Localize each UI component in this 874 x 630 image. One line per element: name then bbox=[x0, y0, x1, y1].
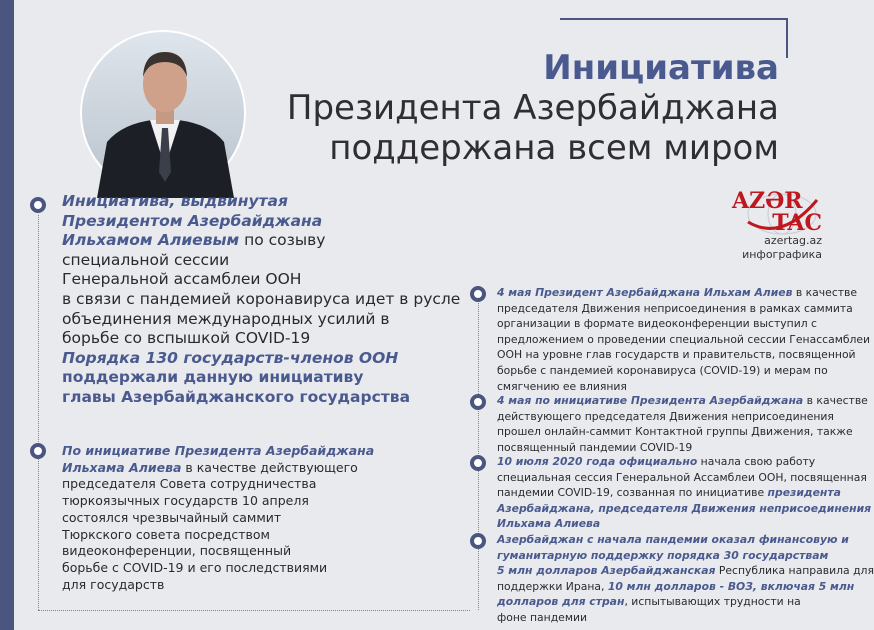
text-segment: видеоконференции, посвященный bbox=[62, 543, 292, 559]
title-line-3: поддержана всем миром bbox=[329, 128, 779, 168]
text-line bbox=[62, 310, 460, 330]
text-segment: тюркоязычных государств 10 апреля bbox=[62, 493, 309, 509]
text-line bbox=[62, 443, 374, 460]
title-line-2: Президента Азербайджана bbox=[286, 88, 779, 128]
text-segment: председателя Совета сотрудничества bbox=[62, 476, 317, 492]
text-segment: по созыву bbox=[239, 231, 326, 250]
text-line bbox=[497, 563, 874, 579]
highlighted-text: гуманитарную поддержку порядка 30 государствам bbox=[497, 548, 829, 562]
text-segment: Республика направила для bbox=[715, 564, 874, 578]
highlighted-text: Порядка 130 государств-членов ООН bbox=[62, 348, 399, 367]
logo-label: инфографика bbox=[742, 248, 822, 261]
text-line bbox=[497, 301, 870, 317]
text-line bbox=[62, 527, 374, 544]
text-segment: действующего председателя Движения неприсоединения bbox=[497, 409, 834, 423]
text-line bbox=[62, 270, 460, 290]
highlighted-text: 10 июля 2020 года официально bbox=[497, 455, 698, 468]
highlighted-text: президента bbox=[767, 486, 841, 500]
left-accent-stripe bbox=[0, 0, 14, 630]
text-line bbox=[497, 454, 871, 470]
text-line bbox=[497, 424, 868, 440]
text-segment: предложением о проведении специальной сессии Генассамблеи bbox=[497, 332, 871, 346]
text-line bbox=[62, 543, 374, 560]
timeline-line-bottom bbox=[38, 610, 470, 611]
text-line bbox=[497, 316, 870, 332]
highlighted-text: главы Азербайджанского государства bbox=[62, 387, 411, 406]
text-segment: в качестве bbox=[792, 286, 858, 299]
text-line bbox=[497, 501, 871, 517]
may4-contact-group-text bbox=[497, 393, 868, 455]
text-line bbox=[62, 251, 460, 271]
text-line bbox=[497, 485, 871, 501]
highlighted-text: Азербайджана, председателя Движения неприсоединения bbox=[497, 501, 872, 515]
main-initiative-text bbox=[62, 192, 460, 408]
text-segment: посвященный пандемии COVID-19 bbox=[497, 440, 693, 454]
text-segment: состоялся чрезвычайный саммит bbox=[62, 509, 282, 525]
text-line bbox=[62, 476, 374, 493]
text-segment: Генеральной ассамблеи ООН bbox=[62, 270, 302, 289]
text-segment: фоне пандемии bbox=[497, 610, 587, 624]
timeline-line-left bbox=[38, 215, 39, 610]
timeline-dot bbox=[470, 394, 486, 410]
text-line bbox=[497, 393, 868, 409]
text-line bbox=[497, 379, 870, 395]
text-segment: председателя Движения неприсоединения в рамках саммита bbox=[497, 301, 853, 315]
text-line bbox=[62, 493, 374, 510]
text-line bbox=[62, 329, 460, 349]
text-segment: специальная сессия Генеральной Ассамблеи ООН, посвященная bbox=[497, 470, 867, 484]
president-photo bbox=[80, 30, 246, 196]
text-line bbox=[62, 290, 460, 310]
text-line bbox=[62, 368, 460, 388]
title-line-1: Инициатива bbox=[543, 48, 779, 88]
text-line bbox=[497, 548, 874, 564]
text-segment: объединения международных усилий в bbox=[62, 309, 390, 328]
highlighted-text: 5 млн долларов Азербайджанская bbox=[497, 564, 716, 578]
highlighted-text: Инициатива, выдвинутая bbox=[62, 192, 288, 210]
text-line bbox=[62, 349, 460, 369]
text-line bbox=[62, 577, 374, 594]
highlighted-text: 4 мая по инициативе Президента Азербайджана bbox=[497, 394, 804, 407]
text-segment: специальной сессии bbox=[62, 250, 230, 269]
text-segment: для государств bbox=[62, 576, 165, 592]
text-segment: Тюркского совета посредством bbox=[62, 526, 270, 542]
financial-aid-text bbox=[497, 532, 874, 626]
text-segment: прошел онлайн-саммит Контактной группы Движения, также bbox=[497, 425, 853, 439]
text-line bbox=[497, 532, 874, 548]
text-line bbox=[62, 212, 460, 232]
highlighted-text: 10 млн долларов - ВОЗ, включая 5 млн bbox=[607, 579, 855, 593]
logo-site: azertag.az bbox=[764, 234, 822, 247]
highlighted-text: Ильхамом Алиевым bbox=[62, 231, 240, 250]
azertac-logo bbox=[732, 190, 822, 262]
highlighted-text: Ильхама Алиева bbox=[497, 517, 601, 531]
text-segment: борьбе с пандемией коронавируса (COVID-19) и мерам по bbox=[497, 363, 828, 377]
text-segment: в качестве действующего bbox=[181, 459, 358, 475]
text-line bbox=[497, 332, 870, 348]
text-line bbox=[497, 363, 870, 379]
text-line bbox=[62, 460, 374, 477]
text-segment: в связи с пандемией коронавируса идет в русле bbox=[62, 289, 461, 308]
logo-line-1: AZƏR bbox=[732, 188, 803, 214]
highlighted-text: Ильхама Алиева bbox=[62, 459, 182, 475]
text-line bbox=[497, 594, 874, 610]
text-segment: в качестве bbox=[803, 394, 868, 407]
text-segment: поддержки Ирана, bbox=[497, 579, 608, 593]
text-line bbox=[62, 388, 460, 408]
highlighted-text: 4 мая Президент Азербайджана Ильхам Алиев bbox=[497, 286, 793, 299]
text-segment: начала свою работу bbox=[697, 455, 816, 468]
text-line bbox=[497, 610, 874, 626]
timeline-dot bbox=[470, 455, 486, 471]
may4-summit-text bbox=[497, 285, 870, 394]
logo-line-2: TAC bbox=[772, 210, 822, 236]
highlighted-text: поддержали данную инициативу bbox=[62, 368, 364, 387]
text-line bbox=[497, 470, 871, 486]
text-line bbox=[62, 510, 374, 527]
text-segment: борьбе со вспышкой COVID-19 bbox=[62, 329, 311, 348]
text-segment: , испытывающих трудности на bbox=[624, 595, 801, 609]
timeline-dot bbox=[30, 443, 46, 459]
text-segment: пандемии COVID-19, созванная по инициативе bbox=[497, 486, 768, 500]
text-line bbox=[62, 192, 460, 212]
text-segment: смягчению ее влияния bbox=[497, 379, 627, 393]
text-line bbox=[497, 285, 870, 301]
highlighted-text: долларов для стран bbox=[497, 595, 625, 609]
timeline-dot bbox=[30, 197, 46, 213]
text-line bbox=[497, 409, 868, 425]
text-line bbox=[62, 560, 374, 577]
turkic-council-text bbox=[62, 443, 374, 593]
highlighted-text: Азербайджан с начала пандемии оказал финансовую и bbox=[497, 533, 849, 546]
text-segment: борьбе с COVID-19 и его последствиями bbox=[62, 559, 328, 575]
text-line bbox=[497, 579, 874, 595]
text-segment: организации в формате видеоконференции выступил с bbox=[497, 317, 817, 331]
july10-session-text bbox=[497, 454, 871, 532]
text-segment: ООН на уровне глав государств и правительств, посвященной bbox=[497, 348, 856, 362]
text-line bbox=[497, 516, 871, 532]
timeline-dot bbox=[470, 533, 486, 549]
text-line bbox=[497, 347, 870, 363]
page-title bbox=[287, 48, 779, 168]
text-line bbox=[62, 231, 460, 251]
highlighted-text: По инициативе Президента Азербайджана bbox=[62, 443, 375, 458]
highlighted-text: Президентом Азербайджана bbox=[62, 211, 323, 230]
timeline-dot bbox=[470, 286, 486, 302]
